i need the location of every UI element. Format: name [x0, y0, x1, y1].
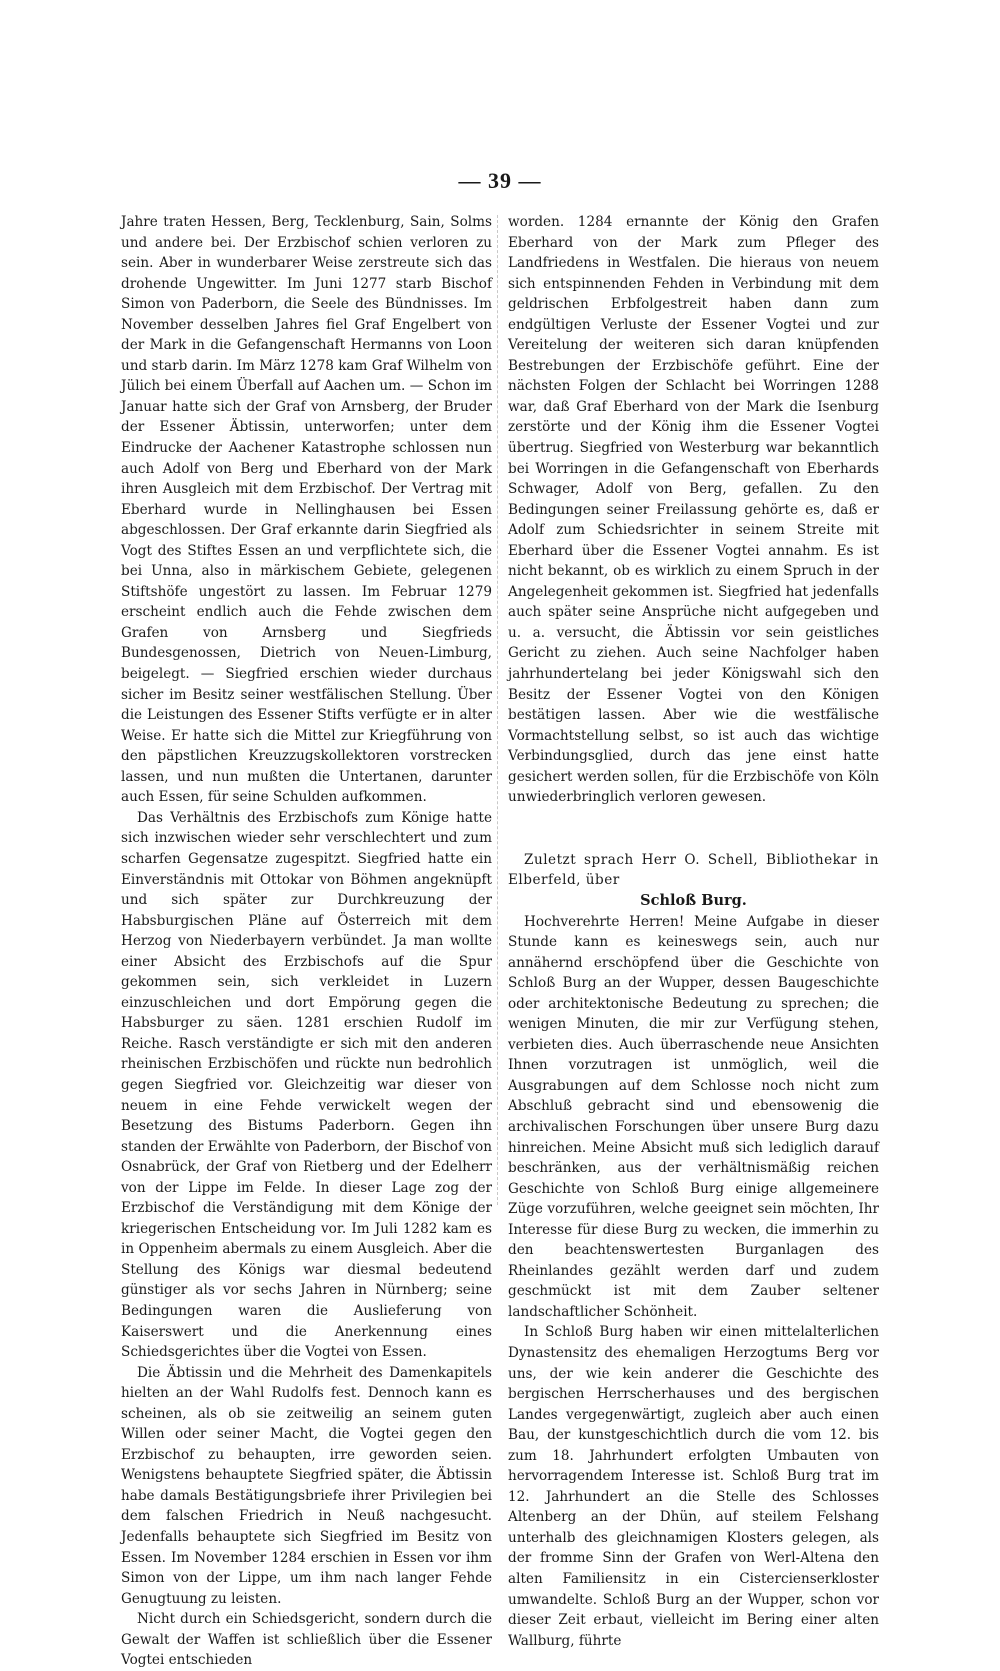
right-paragraph-1: worden. 1284 ernannte der König den Grafen Eberhard von der Mark zum Pfleger des Landfriedens in Westfalen. Die hieraus von neuem sich entspinnenden Fehden in Verbindung mit dem geldrischen Erbfolgestreit haben dann zum endgültigen Verluste der Essener Vogtei und zur Vereitelung der weiteren sich daran knüpfenden Bestrebungen der Erzbischöfe geführt. Eine der nächsten Folgen der Schlacht bei Worringen 1288 war, daß Graf Eberhard von der Mark die Isenburg zerstörte und der König ihm die Essener Vogtei übertrug. Siegfried von Westerburg war bekanntlich bei Worringen in die Gefangenschaft von Eberhards Schwager, Adolf von Berg, gefallen. Zu den Bedingungen seiner Freilassung gehörte es, daß er Adolf zum Schiedsrichter in seinem Streite mit Eberhard über die Essener Vogtei annahm. Es ist nicht bekannt, ob es wirklich zu einem Spruch in der Angelegenheit gekommen ist. Siegfried hat jedenfalls auch später seine Ansprüche nicht aufgegeben und u. a. versucht, die Äbtissin vor sein geistliches Gericht zu ziehen. Auch seine Nachfolger haben jahrhundertelang bei jeder Königswahl sich den Besitz der Essener Vogtei von den Königen bestätigen lassen. Aber wie die westfälische Vormachtstellung selbst, so ist auch das wichtige Verbindungsglied, durch das jene einst hatte gesichert werden sollen, für die Erzbischöfe von Köln unwiederbringlich verloren gewesen. [508, 214, 879, 806]
left-paragraph-3: Die Äbtissin und die Mehrheit des Damenkapitels hielten an der Wahl Rudolfs fest. Dennoch kann es scheinen, als ob sie zeitweilig an seinem guten Willen oder seiner Macht, die Vogtei gegen den Erzbischof zu behaupten, irre geworden seien. Wenigstens behauptete Siegfried später, die Äbtissin habe damals Bestätigungsbriefe ihrer Privilegien bei dem falschen Friedrich in Neuß nachgesucht. Jedenfalls behauptete sich Siegfried im Besitz von Essen. Im November 1284 erschien in Essen vor ihm Simon von der Lippe, um ihm nach langer Fehde Genugtuung zu leisten. [121, 1364, 492, 1607]
left-paragraph-2: Das Verhältnis des Erzbischofs zum Könige hatte sich inzwischen wieder sehr verschlechtert und zum scharfen Gegensatze zugespitzt. Siegfried hatte ein Einverständnis mit Ottokar von Böhmen angeknüpft und sich später zur Durchkreuzung der Habsburgischen Pläne auf Österreich mit dem Herzog von Niederbayern verbündet. Ja man wollte einer Absicht des Erzbischofs auf die Spur gekommen sein, sich verkleidet in Luzern einzuschleichen und dort Empörung gegen die Habsburger zu säen. 1281 erschien Rudolf im Reiche. Rasch verständigte er sich mit den anderen rheinischen Erzbischöfen und rückte nun bedrohlich gegen Siegfried vor. Gleichzeitig war dieser von neuem in eine Fehde verwickelt wegen der Besetzung des Bistums Paderborn. Gegen ihn standen der Erwählte von Paderborn, der Bischof von Osnabrück, der Graf von Rietberg und der Edelherr von der Lippe im Felde. In dieser Lage zog der Erzbischof die Verständigung mit dem Könige der kriegerischen Entscheidung vor. Im Juli 1282 kam es in Oppenheim abermals zu einem Ausgleich. Aber die Stellung des Königs war diesmal bedeutend günstiger als vor sechs Jahren in Nürnberg; seine Bedingungen waren die Auslieferung von Kaiserswert und die Anerkennung eines Schiedsgerichtes über die Vogtei von Essen. [121, 809, 492, 1361]
section-heading: Schloß Burg. [640, 891, 747, 909]
lecture-intro: Zuletzt sprach Herr O. Schell, Bibliothekar in Elberfeld, über [508, 851, 879, 889]
right-paragraph-2: Hochverehrte Herren! Meine Aufgabe in dieser Stunde kann es keineswegs sein, auch nur annähernd erschöpfend über die Geschichte von Schloß Burg an der Wupper, dessen Baugeschichte oder architektonische Bedeutung zu sprechen; die wenigen Minuten, die mir zur Verfügung stehen, verbieten dies. Auch überraschende neue Ansichten Ihnen vorzutragen ist unmöglich, weil die Ausgrabungen auf dem Schlosse noch nicht zum Abschluß gebracht sind und ebensowenig die archivalischen Forschungen über unsere Burg dazu hinreichen. Meine Absicht muß sich lediglich darauf beschränken, aus der verhältnismäßig reichen Geschichte von Schloß Burg einige allgemeinere Züge vorzuführen, welche geeignet sein möchten, Ihr Interesse für diese Burg zu wecken, die immerhin zu den beachtenswertesten Burganlagen des Rheinlandes gezählt werden darf und zudem geschmückt ist mit dem Zauber seltener landschaftlicher Schönheit. [508, 913, 879, 1320]
section-gap [508, 808, 879, 850]
column-divider [497, 215, 498, 1205]
left-paragraph-4: Nicht durch ein Schiedsgericht, sondern durch die Gewalt der Waffen ist schließlich über die Essener Vogtei entschieden [121, 1611, 492, 1669]
left-column [121, 212, 492, 1671]
page-number: — 39 — [458, 168, 542, 193]
right-column [508, 212, 879, 1651]
left-paragraph-1: Jahre traten Hessen, Berg, Tecklenburg, Sain, Solms und andere bei. Der Erzbischof schien verloren zu sein. Aber in wunderbarer Weise zerstreute sich das drohende Ungewitter. Im Juni 1277 starb Bischof Simon von Paderborn, die Seele des Bündnisses. Im November desselben Jahres fiel Graf Engelbert von der Mark in die Gefangenschaft Hermanns von Loon und starb darin. Im März 1278 kam Graf Wilhelm von Jülich bei einem Überfall auf Aachen um. — Schon im Januar hatte sich der Graf von Arnsberg, der Bruder der Essener Äbtissin, unterworfen; unter dem Eindrucke der Aachener Katastrophe schlossen nun auch Adolf von Berg und Eberhard von der Mark ihren Ausgleich mit dem Erzbischof. Der Vertrag mit Eberhard wurde in Nellinghausen bei Essen abgeschlossen. Der Graf erkannte darin Siegfried als Vogt des Stiftes Essen an und verpflichtete sich, die bei Unna, also in märkischem Gebiete, gelegenen Stiftshöfe ungestört zu lassen. Im Februar 1279 erscheint endlich auch die Fehde zwischen dem Grafen von Arnsberg und Siegfrieds Bundesgenossen, Dietrich von Neuen-Limburg, beigelegt. — Siegfried erschien wieder durchaus sicher im Besitz seiner westfälischen Stellung. Über die Leistungen des Essener Stifts verfügte er in alter Weise. Er hatte sich die Mittel zur Kriegführung von den päpstlichen Kreuzzugskollektoren vorstrecken lassen, und nun mußten die Untertanen, darunter auch Essen, für seine Schulden aufkommen. [121, 214, 492, 806]
right-paragraph-3: In Schloß Burg haben wir einen mittelalterlichen Dynastensitz des ehemaligen Herzogtums Berg vor uns, der wie kein anderer die Geschichte des bergischen Herrscherhauses und des bergischen Landes vergegenwärtigt, zugleich aber auch einen Bau, der kunstgeschichtlich durch die vom 12. bis zum 18. Jahrhundert erfolgten Umbauten von hervorragendem Interesse ist. Schloß Burg trat im 12. Jahrhundert an die Stelle des Schlosses Altenberg an der Dhün, auf steilem Felshang unterhalb des gleichnamigen Klosters gelegen, als der fromme Sinn der Grafen von Werl-Altena den alten Familiensitz in ein Cistercienserkloster umwandelte. Schloß Burg an der Wupper, schon vor dieser Zeit erbaut, vielleicht im Bering einer alten Wallburg, führte [508, 1324, 879, 1649]
